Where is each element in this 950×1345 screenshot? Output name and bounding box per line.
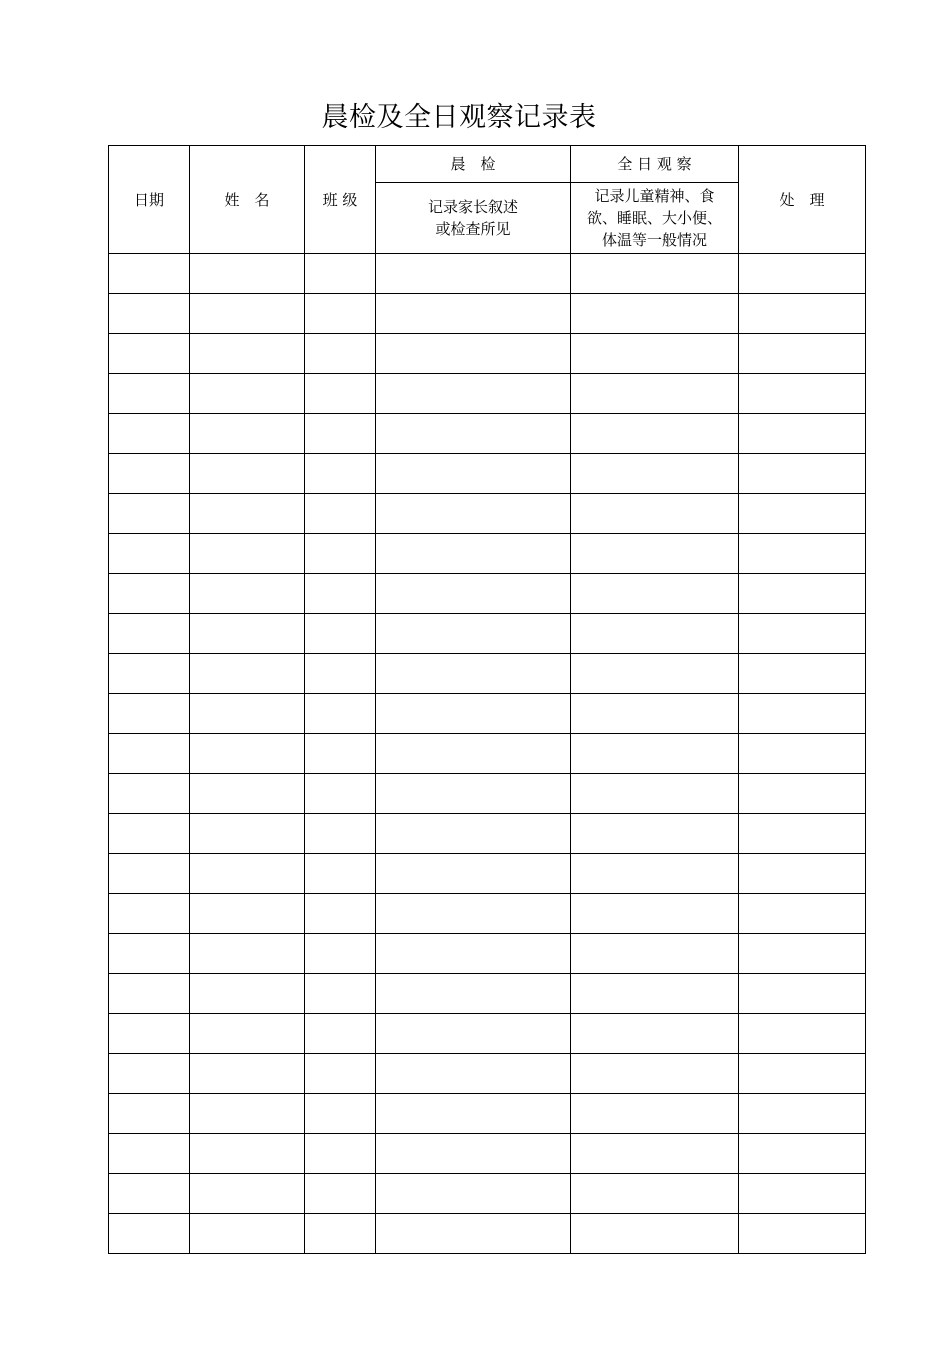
table-row — [109, 374, 866, 414]
day-observation-cell[interactable] — [571, 1014, 739, 1054]
handling-cell[interactable] — [739, 414, 866, 454]
day-observation-cell[interactable] — [571, 574, 739, 614]
class-cell[interactable] — [305, 334, 376, 374]
class-cell[interactable] — [305, 694, 376, 734]
table-row — [109, 694, 866, 734]
day-observation-cell[interactable] — [571, 614, 739, 654]
date-cell[interactable] — [109, 774, 190, 814]
date-cell[interactable] — [109, 1134, 190, 1174]
date-cell[interactable] — [109, 694, 190, 734]
morning-check-cell[interactable] — [376, 974, 571, 1014]
class-cell[interactable] — [305, 1134, 376, 1174]
class-cell[interactable] — [305, 1174, 376, 1214]
handling-cell[interactable] — [739, 774, 866, 814]
morning-check-cell[interactable] — [376, 494, 571, 534]
class-cell[interactable] — [305, 1094, 376, 1134]
handling-cell[interactable] — [739, 1134, 866, 1174]
day-observation-cell[interactable] — [571, 654, 739, 694]
name-cell[interactable] — [190, 254, 305, 294]
class-cell[interactable] — [305, 414, 376, 454]
morning-check-cell[interactable] — [376, 854, 571, 894]
class-cell[interactable] — [305, 854, 376, 894]
table-row — [109, 734, 866, 774]
morning-check-cell[interactable] — [376, 574, 571, 614]
table-row — [109, 1014, 866, 1054]
name-cell[interactable] — [190, 814, 305, 854]
table-row — [109, 974, 866, 1014]
date-cell[interactable] — [109, 574, 190, 614]
name-cell[interactable] — [190, 374, 305, 414]
handling-cell[interactable] — [739, 374, 866, 414]
morning-check-cell[interactable] — [376, 1014, 571, 1054]
handling-cell[interactable] — [739, 494, 866, 534]
day-observation-cell[interactable] — [571, 1174, 739, 1214]
name-cell[interactable] — [190, 574, 305, 614]
name-cell[interactable] — [190, 334, 305, 374]
name-cell[interactable] — [190, 494, 305, 534]
date-cell[interactable] — [109, 814, 190, 854]
day-observation-detail-line: 记录儿童精神、食 — [594, 187, 715, 205]
header-class: 班 级 — [305, 146, 376, 254]
date-cell[interactable] — [109, 1214, 190, 1254]
morning-check-cell[interactable] — [376, 1214, 571, 1254]
day-observation-cell[interactable] — [571, 454, 739, 494]
handling-cell[interactable] — [739, 734, 866, 774]
date-cell[interactable] — [109, 294, 190, 334]
header-day-observation-detail — [571, 183, 739, 254]
date-cell[interactable] — [109, 334, 190, 374]
morning-check-cell[interactable] — [376, 454, 571, 494]
handling-cell[interactable] — [739, 934, 866, 974]
handling-cell[interactable] — [739, 1054, 866, 1094]
date-cell[interactable] — [109, 614, 190, 654]
handling-cell[interactable] — [739, 1014, 866, 1054]
page-title: 晨检及全日观察记录表 — [321, 102, 597, 133]
handling-cell[interactable] — [739, 614, 866, 654]
class-cell[interactable] — [305, 1214, 376, 1254]
class-cell[interactable] — [305, 654, 376, 694]
morning-check-cell[interactable] — [376, 654, 571, 694]
handling-cell[interactable] — [739, 894, 866, 934]
name-cell[interactable] — [190, 534, 305, 574]
morning-check-cell[interactable] — [376, 1094, 571, 1134]
date-cell[interactable] — [109, 454, 190, 494]
morning-check-cell[interactable] — [376, 1174, 571, 1214]
name-cell[interactable] — [190, 1094, 305, 1134]
morning-check-cell[interactable] — [376, 534, 571, 574]
handling-cell[interactable] — [739, 574, 866, 614]
name-cell[interactable] — [190, 1014, 305, 1054]
day-observation-cell[interactable] — [571, 254, 739, 294]
day-observation-cell[interactable] — [571, 694, 739, 734]
class-cell[interactable] — [305, 454, 376, 494]
class-cell[interactable] — [305, 574, 376, 614]
date-cell[interactable] — [109, 654, 190, 694]
class-cell[interactable] — [305, 374, 376, 414]
class-cell[interactable] — [305, 1054, 376, 1094]
morning-check-cell[interactable] — [376, 294, 571, 334]
day-observation-cell[interactable] — [571, 1094, 739, 1134]
record-table — [108, 145, 866, 1254]
day-observation-cell[interactable] — [571, 814, 739, 854]
table-row — [109, 414, 866, 454]
morning-check-cell[interactable] — [376, 734, 571, 774]
name-cell[interactable] — [190, 454, 305, 494]
name-cell[interactable] — [190, 414, 305, 454]
day-observation-detail-line: 欲、睡眠、大小便、 — [586, 209, 722, 227]
morning-check-cell[interactable] — [376, 814, 571, 854]
name-cell[interactable] — [190, 1054, 305, 1094]
handling-cell[interactable] — [739, 814, 866, 854]
morning-check-cell[interactable] — [376, 894, 571, 934]
table-row — [109, 854, 866, 894]
morning-check-cell[interactable] — [376, 374, 571, 414]
morning-check-cell[interactable] — [376, 1134, 571, 1174]
name-cell[interactable] — [190, 734, 305, 774]
day-observation-cell[interactable] — [571, 1134, 739, 1174]
day-observation-detail-line: 体温等一般情况 — [601, 231, 707, 249]
date-cell[interactable] — [109, 414, 190, 454]
date-cell[interactable] — [109, 854, 190, 894]
date-cell[interactable] — [109, 1094, 190, 1134]
table-row — [109, 574, 866, 614]
name-cell[interactable] — [190, 1214, 305, 1254]
header-day-observation: 全 日 观 察 — [571, 146, 739, 183]
header-morning-check-detail — [376, 183, 571, 254]
class-cell[interactable] — [305, 614, 376, 654]
name-cell[interactable] — [190, 294, 305, 334]
handling-cell[interactable] — [739, 1094, 866, 1134]
table-row — [109, 1054, 866, 1094]
table-row — [109, 1134, 866, 1174]
name-cell[interactable] — [190, 774, 305, 814]
name-cell[interactable] — [190, 694, 305, 734]
morning-check-cell[interactable] — [376, 414, 571, 454]
day-observation-cell[interactable] — [571, 494, 739, 534]
table-row — [109, 494, 866, 534]
morning-check-cell[interactable] — [376, 1054, 571, 1094]
morning-check-cell[interactable] — [376, 254, 571, 294]
handling-cell[interactable] — [739, 654, 866, 694]
date-cell[interactable] — [109, 1174, 190, 1214]
name-cell[interactable] — [190, 614, 305, 654]
day-observation-cell[interactable] — [571, 534, 739, 574]
morning-check-detail-line: 记录家长叙述 — [427, 198, 518, 216]
name-cell[interactable] — [190, 1174, 305, 1214]
date-cell[interactable] — [109, 374, 190, 414]
header-handling: 处 理 — [739, 146, 866, 254]
handling-cell[interactable] — [739, 294, 866, 334]
day-observation-cell[interactable] — [571, 974, 739, 1014]
class-cell[interactable] — [305, 734, 376, 774]
class-cell[interactable] — [305, 814, 376, 854]
date-cell[interactable] — [109, 974, 190, 1014]
table-row — [109, 334, 866, 374]
day-observation-cell[interactable] — [571, 734, 739, 774]
table-row — [109, 1094, 866, 1134]
date-cell[interactable] — [109, 494, 190, 534]
day-observation-cell[interactable] — [571, 1054, 739, 1094]
day-observation-cell[interactable] — [571, 414, 739, 454]
handling-cell[interactable] — [739, 334, 866, 374]
table-row — [109, 1174, 866, 1214]
table-row — [109, 254, 866, 294]
table-row — [109, 774, 866, 814]
date-cell[interactable] — [109, 934, 190, 974]
name-cell[interactable] — [190, 1134, 305, 1174]
class-cell[interactable] — [305, 934, 376, 974]
table-row — [109, 934, 866, 974]
class-cell[interactable] — [305, 534, 376, 574]
class-cell[interactable] — [305, 774, 376, 814]
class-cell[interactable] — [305, 974, 376, 1014]
class-cell[interactable] — [305, 494, 376, 534]
date-cell[interactable] — [109, 734, 190, 774]
table-row — [109, 814, 866, 854]
day-observation-cell[interactable] — [571, 854, 739, 894]
day-observation-cell[interactable] — [571, 334, 739, 374]
day-observation-cell[interactable] — [571, 934, 739, 974]
table-row — [109, 894, 866, 934]
handling-cell[interactable] — [739, 1174, 866, 1214]
name-cell[interactable] — [190, 654, 305, 694]
morning-check-cell[interactable] — [376, 934, 571, 974]
day-observation-cell[interactable] — [571, 374, 739, 414]
table-row — [109, 534, 866, 574]
handling-cell[interactable] — [739, 974, 866, 1014]
table-row — [109, 1214, 866, 1254]
day-observation-cell[interactable] — [571, 1214, 739, 1254]
table-row — [109, 454, 866, 494]
name-cell[interactable] — [190, 974, 305, 1014]
date-cell[interactable] — [109, 1014, 190, 1054]
date-cell[interactable] — [109, 534, 190, 574]
header-name: 姓 名 — [190, 146, 305, 254]
header-date: 日期 — [109, 146, 190, 254]
header-morning-check: 晨 检 — [376, 146, 571, 183]
class-cell[interactable] — [305, 1014, 376, 1054]
morning-check-cell[interactable] — [376, 614, 571, 654]
day-observation-cell[interactable] — [571, 774, 739, 814]
handling-cell[interactable] — [739, 534, 866, 574]
name-cell[interactable] — [190, 854, 305, 894]
handling-cell[interactable] — [739, 694, 866, 734]
date-cell[interactable] — [109, 894, 190, 934]
day-observation-cell[interactable] — [571, 294, 739, 334]
class-cell[interactable] — [305, 294, 376, 334]
date-cell[interactable] — [109, 254, 190, 294]
morning-check-cell[interactable] — [376, 334, 571, 374]
class-cell[interactable] — [305, 894, 376, 934]
handling-cell[interactable] — [739, 854, 866, 894]
table-row — [109, 614, 866, 654]
header-row-top — [109, 146, 866, 183]
morning-check-cell[interactable] — [376, 694, 571, 734]
table-row — [109, 294, 866, 334]
morning-check-detail-line: 或检查所见 — [435, 220, 511, 238]
date-cell[interactable] — [109, 1054, 190, 1094]
handling-cell[interactable] — [739, 454, 866, 494]
handling-cell[interactable] — [739, 254, 866, 294]
morning-check-cell[interactable] — [376, 774, 571, 814]
day-observation-cell[interactable] — [571, 894, 739, 934]
table-row — [109, 654, 866, 694]
name-cell[interactable] — [190, 934, 305, 974]
name-cell[interactable] — [190, 894, 305, 934]
handling-cell[interactable] — [739, 1214, 866, 1254]
class-cell[interactable] — [305, 254, 376, 294]
